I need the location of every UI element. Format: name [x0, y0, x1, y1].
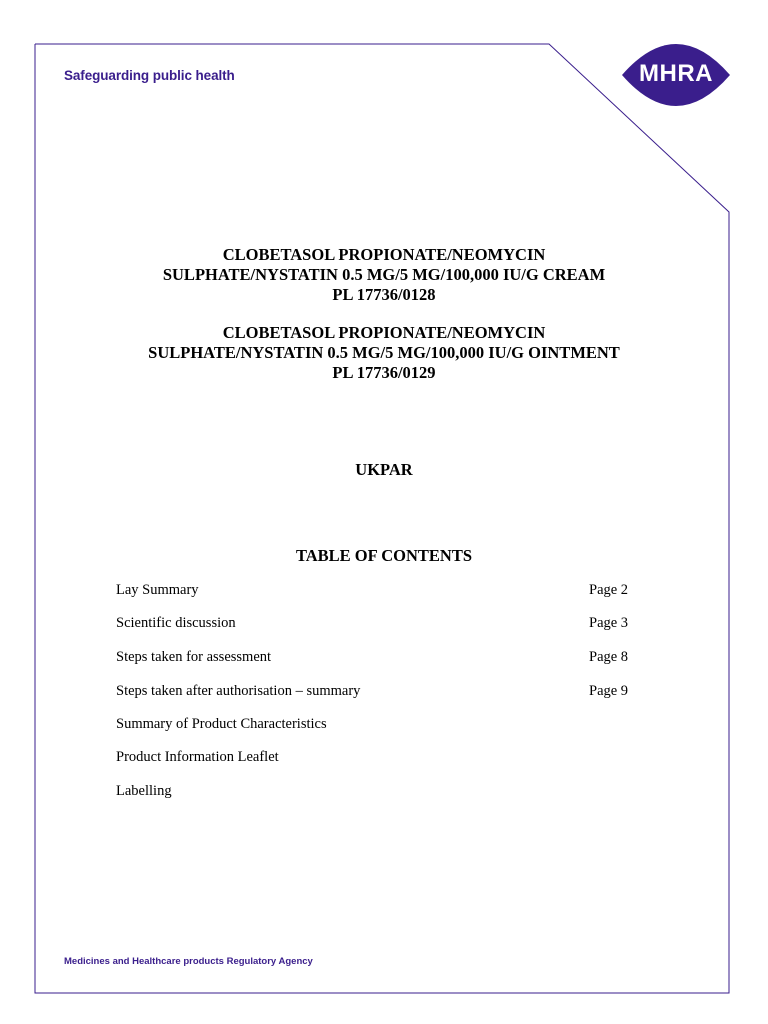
- product-title-line: SULPHATE/NYSTATIN 0.5 MG/5 MG/100,000 IU/G CREAM: [162, 265, 606, 284]
- toc-item-label: Product Information Leaflet: [116, 749, 279, 765]
- toc-item-page: Page 3: [589, 615, 629, 631]
- document-type: UKPAR: [355, 460, 413, 479]
- footer-agency-name: Medicines and Healthcare products Regulatory Agency: [64, 956, 313, 967]
- toc-item-label: Summary of Product Characteristics: [116, 716, 327, 732]
- toc-item-steps-after-authorisation[interactable]: [116, 683, 636, 703]
- product-title-cream: [0, 245, 768, 305]
- toc-item-page: Page 9: [589, 683, 629, 699]
- toc-item-spc[interactable]: [116, 716, 636, 736]
- product-title-ointment: [0, 323, 768, 383]
- tagline: Safeguarding public health: [64, 68, 235, 83]
- toc-heading: TABLE OF CONTENTS: [295, 546, 473, 565]
- product-licence-number: PL 17736/0128: [332, 285, 436, 304]
- toc-item-page: Page 2: [589, 582, 629, 598]
- toc-item-labelling[interactable]: [116, 783, 636, 803]
- toc-item-label: Scientific discussion: [116, 615, 236, 631]
- product-licence-number: PL 17736/0129: [332, 363, 436, 382]
- toc-item-scientific-discussion[interactable]: [116, 615, 636, 635]
- toc-item-lay-summary[interactable]: [116, 582, 636, 602]
- mhra-logo-text: MHRA: [639, 60, 713, 87]
- product-title-line: SULPHATE/NYSTATIN 0.5 MG/5 MG/100,000 IU/G OINTMENT: [148, 343, 620, 362]
- toc-item-page: Page 8: [589, 649, 629, 665]
- product-title-line: CLOBETASOL PROPIONATE/NEOMYCIN: [222, 323, 546, 342]
- product-title-line: CLOBETASOL PROPIONATE/NEOMYCIN: [222, 245, 546, 264]
- toc-item-pil[interactable]: [116, 749, 636, 769]
- toc-item-label: Steps taken for assessment: [116, 649, 272, 665]
- toc-item-steps-assessment[interactable]: [116, 649, 636, 669]
- toc-item-label: Lay Summary: [116, 582, 199, 598]
- toc-item-label: Labelling: [116, 783, 172, 799]
- toc-item-label: Steps taken after authorisation – summary: [116, 683, 361, 699]
